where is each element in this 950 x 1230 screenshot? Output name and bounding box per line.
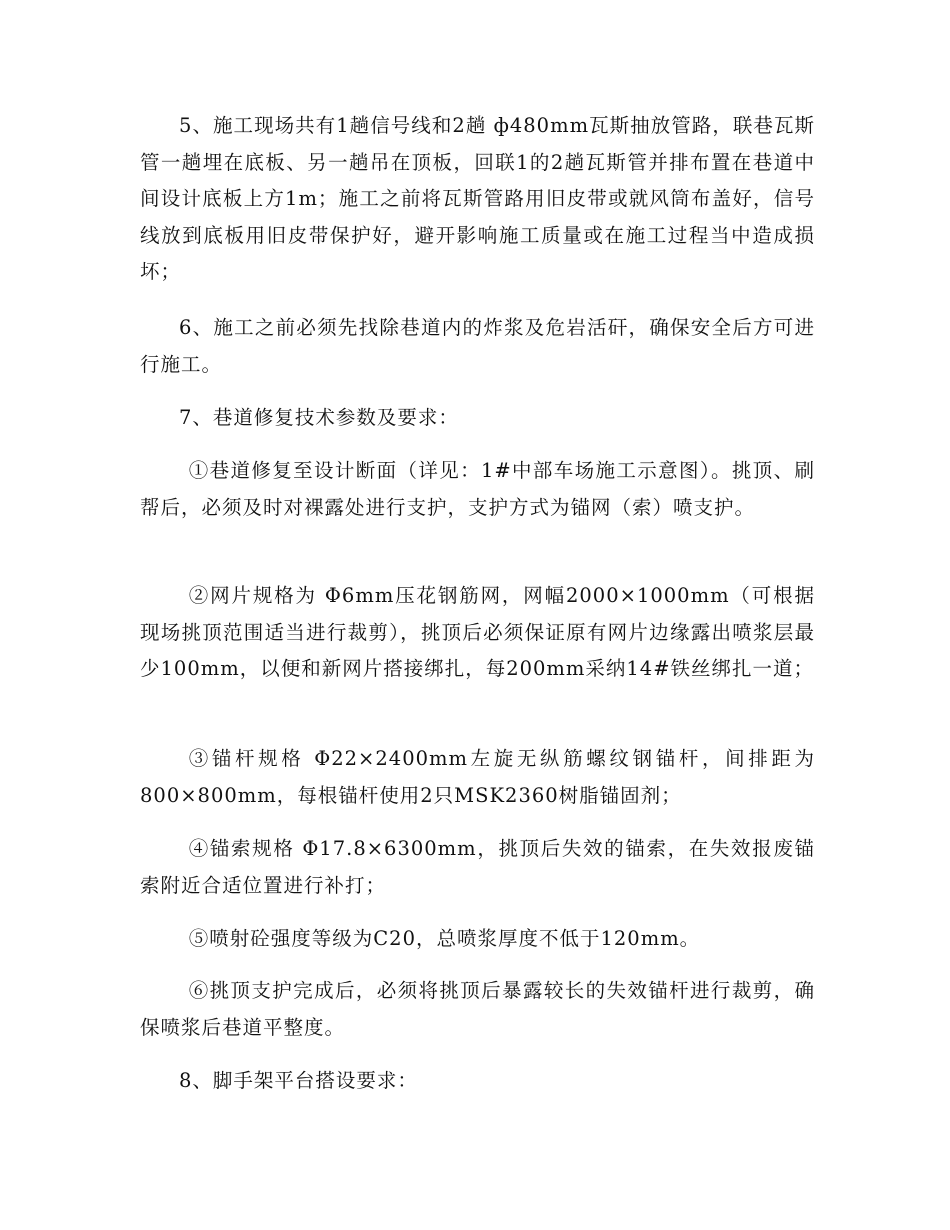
paragraph-remove-loose-rock: 6、施工之前必须先找除巷道内的炸浆及危岩活矸，确保安全后方可进行施工。 <box>140 316 815 376</box>
paragraph-item-6-trim-bolts: ⑥挑顶支护完成后，必须将挑顶后暴露较长的失效锚杆进行裁剪，确保喷浆后巷道平整度。 <box>140 979 815 1039</box>
paragraph-item-4-cable-spec: ④锚索规格 Φ17.8×6300mm，挑顶后失效的锚索，在失效报废锚索附近合适位置进行补打； <box>140 837 815 897</box>
paragraph-item-5-shotcrete: ⑤喷射砼强度等级为C20，总喷浆厚度不低于120mm。 <box>188 927 701 950</box>
paragraph-gas-pipeline: 5、施工现场共有1趟信号线和2趟 ф480mm瓦斯抽放管路，联巷瓦斯管一趟埋在底板、另一趟吊在顶板，回联1的2趟瓦斯管并排布置在巷道中间设计底板上方1m；施工之前将瓦斯管路用旧皮带或就风筒布盖好，信号线放到底板用旧皮带保护好，避开影响施工质量或在施工过程当中造成损坏； <box>140 114 815 283</box>
paragraph-item-3-bolt-spec: ③锚杆规格 Φ22×2400mm左旋无纵筋螺纹钢锚杆，间排距为800×800mm，每根锚杆使用2只MSK2360树脂锚固剂； <box>140 747 815 807</box>
paragraph-repair-requirements-heading: 7、巷道修复技术参数及要求： <box>179 406 459 429</box>
paragraph-item-2-mesh-spec: ②网片规格为 Φ6mm压花钢筋网，网幅2000×1000mm（可根据现场挑顶范围适当进行裁剪），挑顶后必须保证原有网片边缘露出喷浆层最少100mm，以便和新网片搭接绑扎，每200mm采纳14#铁丝绑扎一道； <box>140 584 815 680</box>
paragraph-item-1-design-section: ①巷道修复至设计断面（详见：1#中部车场施工示意图）。挑顶、刷帮后，必须及时对裸露处进行支护，支护方式为锚网（索）喷支护。 <box>140 459 815 519</box>
paragraph-scaffold-requirements-heading: 8、脚手架平台搭设要求： <box>179 1069 418 1092</box>
